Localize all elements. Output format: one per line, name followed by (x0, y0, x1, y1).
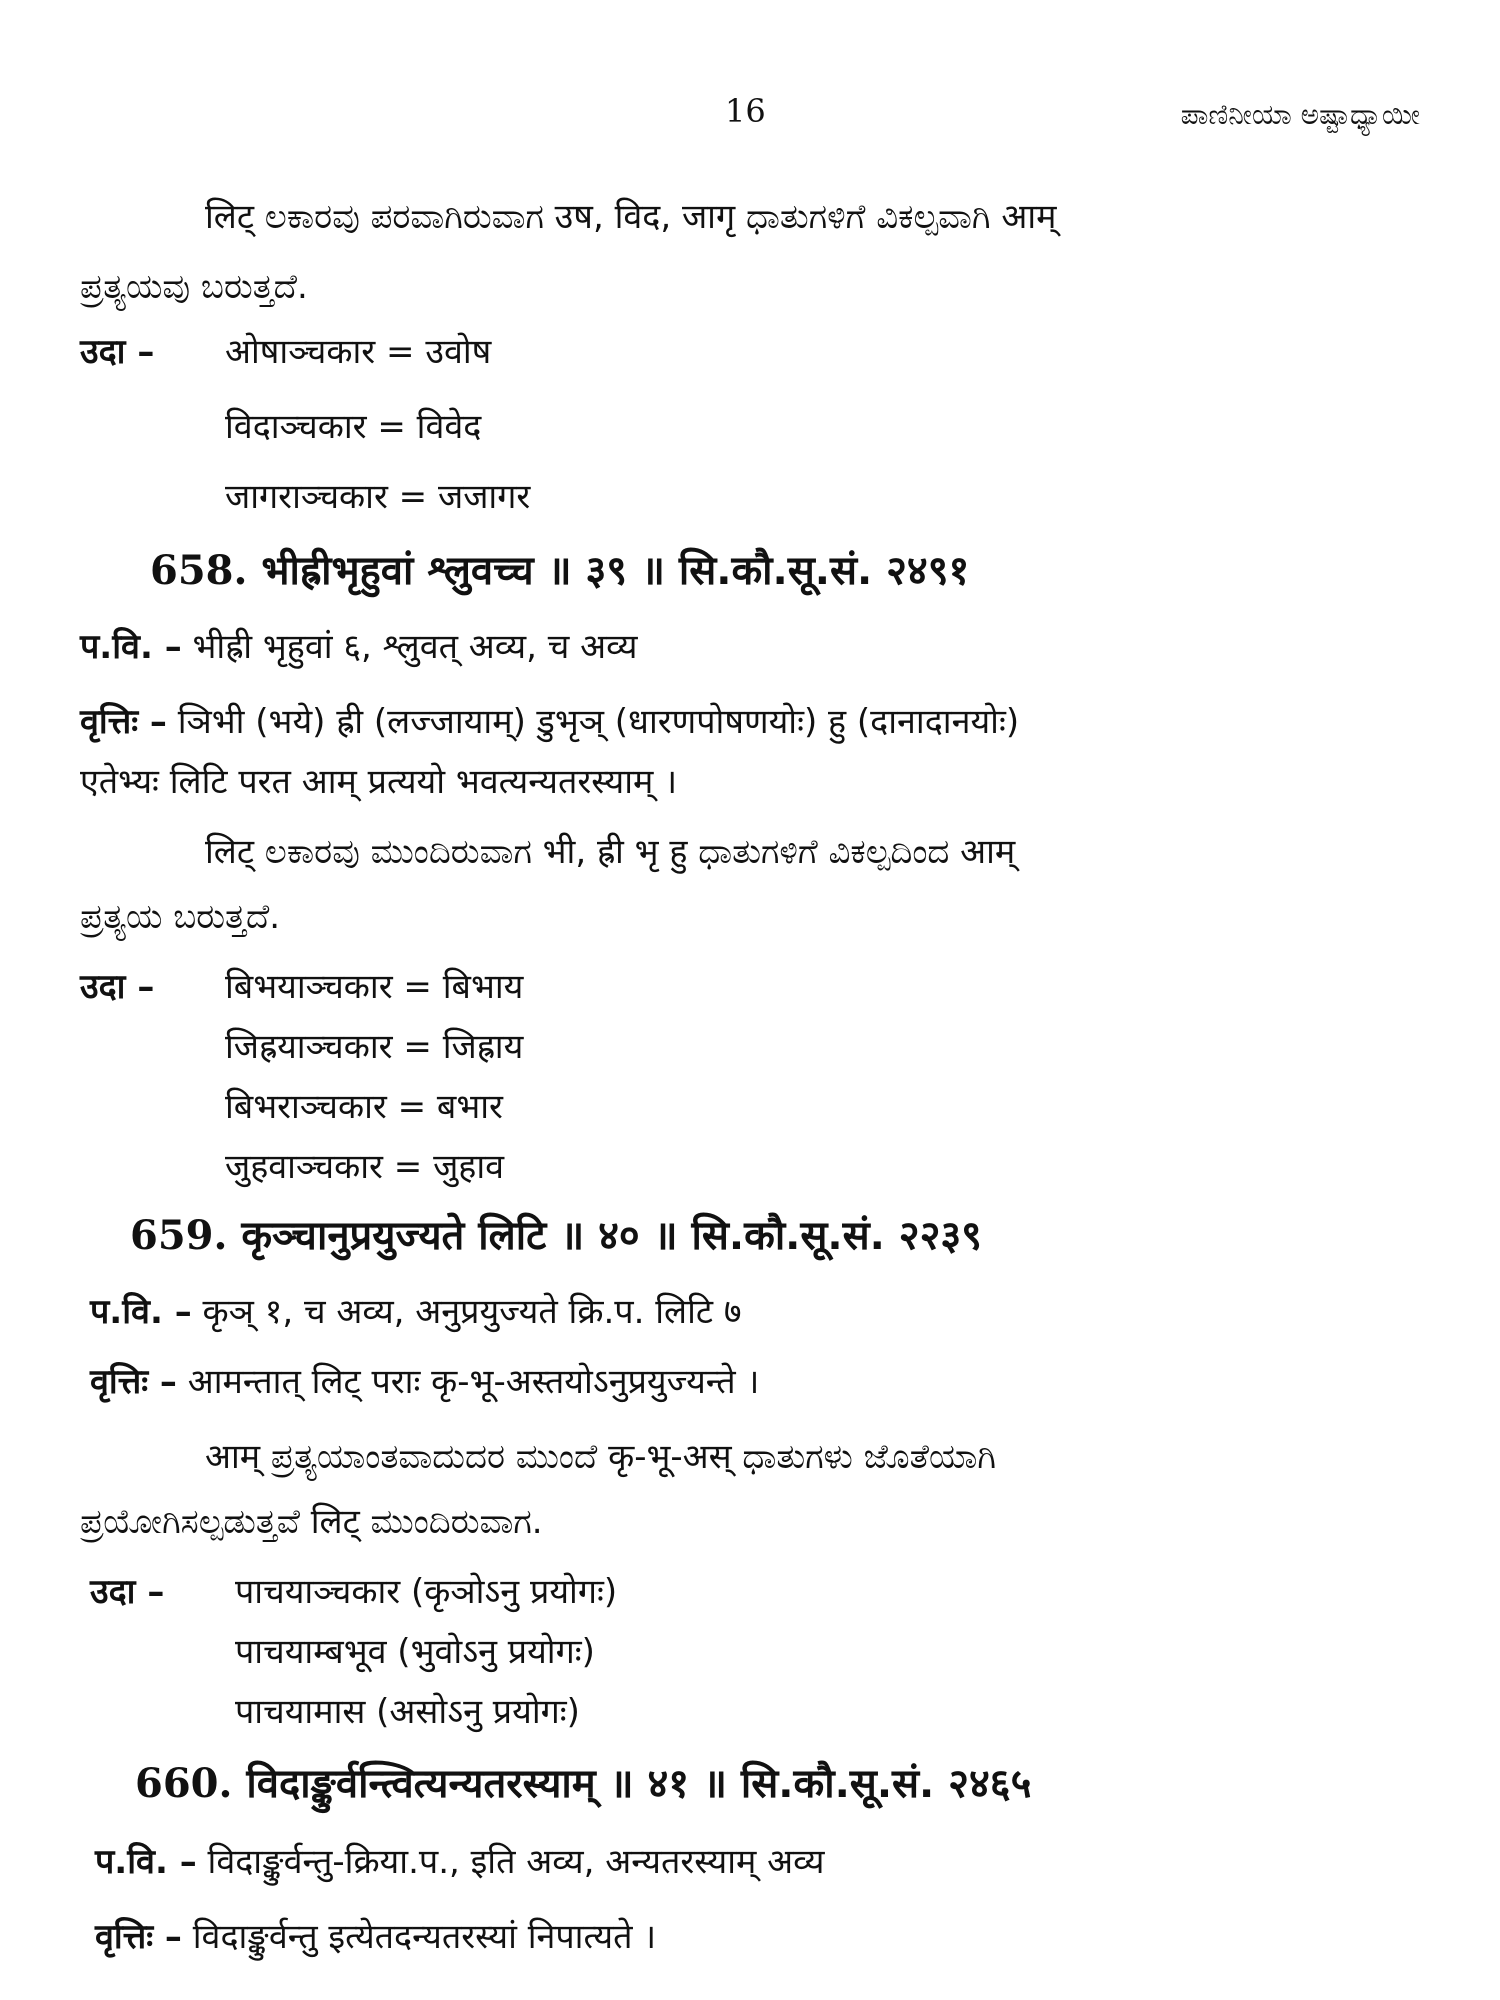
pada-vibhaga (80, 625, 637, 669)
vritti-label: वृत्तिः – (80, 702, 167, 742)
pavi-label: प.वि. – (80, 627, 182, 667)
uda-label: उदा – (80, 332, 155, 372)
kannada-explanation-line: लिट् ಲಕಾರವು ಮುಂದಿರುವಾಗ भी, ह्री भृ हु ಧಾತುಗಳಿಗೆ ವಿಕಲ್ಪದಿಂದ आम् (205, 832, 1016, 872)
example-line: जागराञ्चकार = जजागर (225, 477, 531, 517)
pavi-label: प.वि. – (95, 1842, 197, 1882)
example-line: जुहवाञ्चकार = जुहाव (225, 1147, 505, 1187)
pavi-text: कृञ् १, च अव्य, अनुप्रयुज्यते क्रि.प. लिटि ७ (202, 1292, 742, 1332)
vritti-label: वृत्तिः – (90, 1362, 177, 1402)
example-line: बिभयाञ्चकार = बिभाय (225, 967, 524, 1007)
example-line: पाचयाञ्चकार (कृञोऽनु प्रयोगः) (235, 1572, 618, 1612)
sutra-title: कृञ्चानुप्रयुज्यते लिटि ॥ ४० ॥ सि.कौ.सू.सं. २२३९ (241, 1213, 982, 1259)
sutra-number: 658. (150, 547, 248, 594)
kannada-explanation-line: ಪ್ರತ್ಯಯ ಬರುತ್ತದೆ. (80, 897, 281, 937)
sutra-heading (135, 1758, 1031, 1810)
example-line: पाचयाम्बभूव (भुवोऽनु प्रयोगः) (235, 1632, 595, 1672)
running-title: ಪಾಣಿನೀಯಾ ಅಷ್ಟಾಧ್ಯಾಯೀ (1180, 98, 1420, 131)
kannada-explanation-line: लिट् ಲಕಾರವು ಪರವಾಗಿರುವಾಗ उष, विद, जागृ ಧಾತುಗಳಿಗೆ ವಿಕಲ್ಪವಾಗಿ आम् (205, 197, 1057, 237)
vritti-text: विदाङ्कुर्वन्तु इत्येतदन्यतरस्यां निपात्यते । (192, 1917, 657, 1957)
sutra-number: 659. (130, 1212, 228, 1259)
vritti-text: ञिभी (भये) ह्री (लज्जायाम्) डुभृञ् (धारणपोषणयोः) हु (दानादानयोः) (177, 702, 1020, 742)
pavi-text: विदाङ्कुर्वन्तु-क्रिया.प., इति अव्य, अन्यतरस्याम् अव्य (207, 1842, 825, 1882)
sutra-title: विदाङ्कुर्वन्त्वित्यन्यतरस्याम् ॥ ४१ ॥ सि.कौ.सू.सं. २४६५ (246, 1761, 1032, 1807)
sutra-title: भीह्रीभृहुवां श्लुवच्च ॥ ३९ ॥ सि.कौ.सू.सं. २४९१ (261, 548, 970, 594)
kannada-explanation-line: आम् ಪ್ರತ್ಯಯಾಂತವಾದುದರ ಮುಂದೆ कृ-भू-अस् ಧಾತುಗಳು ಜೊತೆಯಾಗಿ (205, 1437, 996, 1477)
kannada-explanation-line: ಪ್ರತ್ಯಯವು ಬರುತ್ತದೆ. (80, 267, 308, 307)
pada-vibhaga (90, 1290, 742, 1334)
kannada-explanation-line: ಪ್ರಯೋಗಿಸಲ್ಪಡುತ್ತವೆ लिट् ಮುಂದಿರುವಾಗ. (80, 1502, 543, 1542)
pavi-label: प.वि. – (90, 1292, 192, 1332)
example-line: जिह्रयाञ्चकार = जिह्राय (225, 1027, 524, 1067)
vritti-text: आमन्तात् लिट् पराः कृ-भू-अस्तयोऽनुप्रयुज्यन्ते । (187, 1362, 760, 1402)
vritti (95, 1915, 656, 1959)
vritti (90, 1360, 759, 1404)
example-line: पाचयामास (असोऽनु प्रयोगः) (235, 1692, 580, 1732)
vritti-continuation: एतेभ्यः लिटि परत आम् प्रत्ययो भवत्यन्यतरस्याम् । (80, 762, 678, 802)
pavi-text: भीह्री भृहुवां ६, श्लुवत् अव्य, च अव्य (192, 627, 638, 667)
uda-label: उदा – (90, 1572, 165, 1612)
uda-label: उदा – (80, 967, 155, 1007)
sutra-heading (150, 545, 969, 597)
vritti-label: वृत्तिः – (95, 1917, 182, 1957)
example-line: बिभराञ्चकार = बभार (225, 1087, 503, 1127)
page-header (0, 92, 1500, 142)
vritti (80, 700, 1019, 744)
sutra-heading (130, 1210, 982, 1262)
sutra-number: 660. (135, 1760, 233, 1807)
example-line: विदाञ्चकार = विवेद (225, 407, 482, 447)
page-number: 16 (725, 92, 766, 130)
pada-vibhaga (95, 1840, 824, 1884)
example-line: ओषाञ्चकार = उवोष (225, 332, 492, 372)
